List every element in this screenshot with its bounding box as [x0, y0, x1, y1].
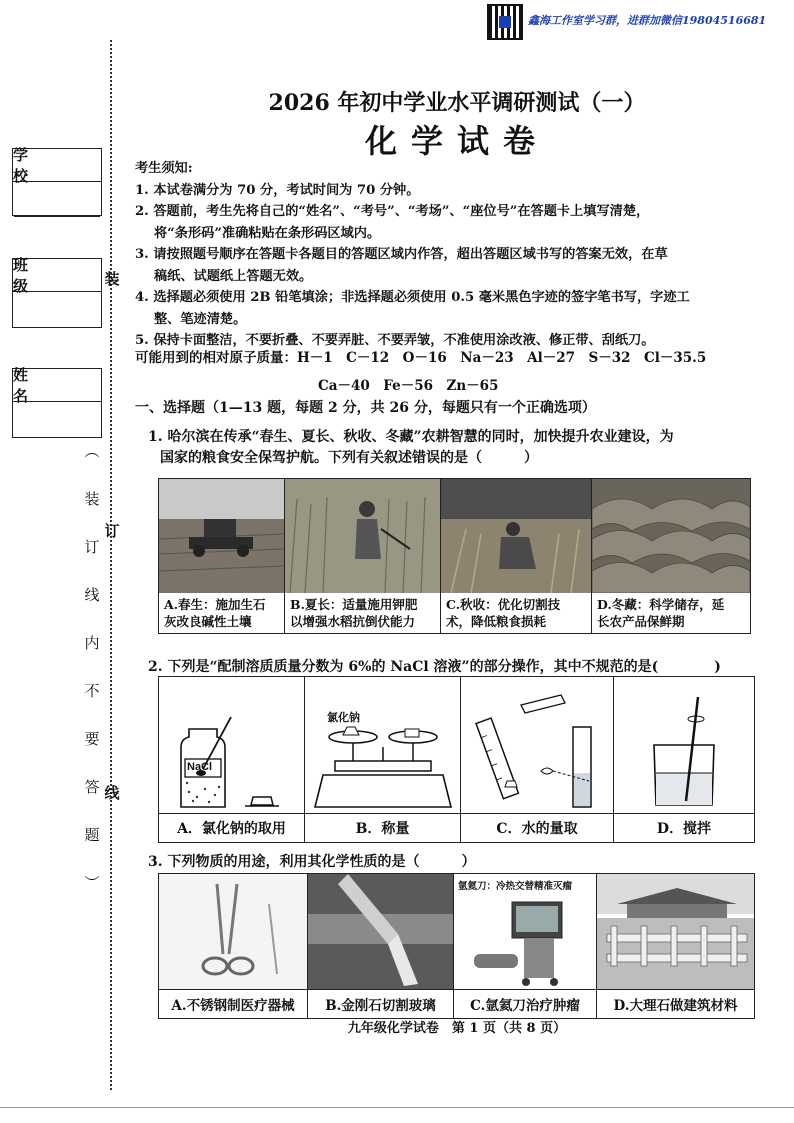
q1-stem-line1: 1. 哈尔滨在传承“春生、夏长、秋收、冬藏”农耕智慧的同时，加快提升农业建设，为	[148, 429, 674, 445]
rice-spraying-photo	[285, 479, 440, 593]
q1-b-line1: B.夏长：适量施用钾肥	[290, 597, 418, 612]
no-answer-char: 答	[84, 778, 100, 796]
notice-item: 1. 本试卷满分为 70 分，考试时间为 70 分钟。	[135, 182, 420, 198]
q1-option-b-caption	[285, 593, 440, 633]
q2-option-c[interactable]	[461, 677, 614, 843]
q3-option-a-caption: A.不锈钢制医疗器械	[159, 989, 307, 1018]
notice-heading: 考生须知:	[135, 161, 193, 176]
q3-option-a[interactable]	[159, 874, 308, 1019]
q3-stem: 3. 下列物质的用途，利用其化学性质的是（ ）	[148, 854, 476, 870]
q1-option-c-caption	[441, 593, 591, 633]
qr-code-icon	[487, 4, 523, 40]
class-box	[12, 258, 102, 328]
page-footer: 九年级化学试卷 第 1 页（共 8 页）	[347, 1021, 567, 1036]
name-box	[12, 368, 102, 438]
marble-railing-photo	[597, 874, 754, 989]
q1-b-line2: 以增强水稻抗倒伏能力	[290, 614, 416, 629]
argon-helium-knife-photo	[454, 874, 596, 989]
q1-option-b[interactable]	[285, 479, 441, 634]
no-answer-char: 要	[84, 730, 100, 748]
q1-option-a[interactable]	[159, 479, 285, 634]
q1-stem-line2: 国家的粮食安全保驾护航。下列有关叙述错误的是（ ）	[160, 450, 538, 466]
exam-title: 2026 年初中学业水平调研测试（一）	[268, 90, 646, 116]
q2-option-d[interactable]	[614, 677, 755, 843]
q2-option-b-caption: B．称量	[305, 813, 460, 842]
notice-item: 2. 答题前，考生先将自己的“姓名”、“考号”、“考场”、“座位号”在答题卡上填写清楚，	[135, 204, 650, 219]
forceps-photo	[159, 874, 307, 989]
notice-item: 将“条形码”准确粘贴在条形码区域内。	[154, 225, 381, 241]
q2-option-a-caption: A．氯化钠的取用	[159, 813, 304, 842]
school-box	[12, 148, 102, 216]
q2-options-table	[158, 676, 755, 843]
no-answer-char: 线	[84, 586, 100, 604]
argon-knife-label: 氩氦刀：冷热交替精准灭瘤	[458, 881, 573, 892]
notice-item: 4. 选择题必须使用 2B 铅笔填涂；非选择题必须使用 0.5 毫米黑色字迹的签字笔书写，字迹工	[135, 290, 690, 305]
q2-option-c-caption: C．水的量取	[461, 813, 613, 842]
q1-option-d[interactable]	[592, 479, 751, 634]
school-input-line[interactable]	[14, 216, 100, 217]
q1-c-line2: 术，降低粮食损耗	[446, 614, 547, 629]
q3-option-b-caption: B.金刚石切割玻璃	[308, 989, 453, 1018]
harvest-photo	[441, 479, 591, 593]
balance-label: 氯化钠	[327, 711, 360, 724]
q3-option-b[interactable]	[308, 874, 454, 1019]
q1-option-a-caption	[159, 593, 284, 633]
tractor-field-photo	[159, 479, 284, 593]
q1-c-line1: C.秋收：优化切割技	[446, 597, 561, 612]
class-label: 班 级	[13, 256, 47, 295]
notice-item: 整、笔迹清楚。	[154, 311, 247, 327]
q3-option-c-caption: C.氩氦刀治疗肿瘤	[454, 989, 596, 1018]
notice-item: 5. 保持卡面整洁，不要折叠、不要弄脏、不要弄皱，不准使用涂改液、修正带、刮纸刀。	[135, 333, 655, 348]
name-label: 姓 名	[13, 366, 47, 405]
no-answer-char: ︶	[84, 874, 100, 892]
notice-item: 3. 请按照题号顺序在答题卡各题目的答题区域内作答，超出答题区域书写的答案无效，在草	[135, 247, 668, 262]
notice-item: 稿纸、试题纸上答题无效。	[154, 268, 313, 284]
q1-d-line1: D.冬藏：科学储存，延	[597, 597, 725, 612]
q1-option-d-caption	[592, 593, 750, 633]
q1-options-table	[158, 478, 751, 634]
stirring-beaker-diagram	[614, 677, 754, 813]
q3-options-table	[158, 873, 755, 1019]
xian-mark: 线	[104, 784, 120, 802]
q3-option-d[interactable]	[597, 874, 755, 1019]
subject-title: 化学试卷	[364, 122, 549, 160]
no-answer-column	[80, 440, 104, 902]
exam-notice	[135, 158, 755, 352]
cylinder-diagram	[461, 677, 613, 813]
section-heading: 一、选择题（1—13 题，每题 2 分，共 26 分，每题只有一个正确选项）	[135, 400, 596, 416]
q2-stem: 2. 下列是“配制溶质质量分数为 6%的 NaCl 溶液”的部分操作，其中不规范的是( )	[148, 659, 721, 675]
no-answer-char: 题	[84, 826, 100, 844]
atomic-masses-line2: Ca－40 Fe－56 Zn－65	[318, 378, 499, 394]
q1-option-c[interactable]	[441, 479, 592, 634]
q3-option-c[interactable]	[454, 874, 597, 1019]
no-answer-char: ︵	[84, 442, 100, 460]
nacl-jar-diagram	[159, 677, 304, 813]
balance-diagram	[305, 677, 460, 813]
no-answer-char: 装	[84, 490, 100, 508]
no-answer-char: 内	[84, 634, 100, 652]
q1-d-line2: 长农产品保鲜期	[597, 614, 685, 629]
header-note: 鑫海工作室学习群，进群加微信19804516681	[528, 14, 767, 27]
q1-a-line1: A.春生：施加生石	[164, 597, 266, 612]
q2-option-d-caption: D．搅拌	[614, 813, 754, 842]
school-label: 学 校	[13, 146, 47, 185]
zhuang-mark: 装	[104, 270, 120, 288]
corn-storage-photo	[592, 479, 750, 593]
no-answer-char: 不	[84, 682, 100, 700]
q1-a-line2: 灰改良碱性土壤	[164, 614, 252, 629]
nacl-label: NaCl	[187, 761, 213, 773]
ding-mark: 订	[104, 522, 120, 540]
glass-cutting-photo	[308, 874, 453, 989]
q3-option-d-caption: D.大理石做建筑材料	[597, 989, 754, 1018]
no-answer-char: 订	[84, 538, 100, 556]
q2-option-a[interactable]	[159, 677, 305, 843]
q2-option-b[interactable]	[305, 677, 461, 843]
binding-dotted-line	[110, 40, 112, 1090]
bottom-divider	[0, 1107, 794, 1108]
atomic-masses-line1: 可能用到的相对原子质量：H－1 C－12 O－16 Na－23 Al－27 S－32 Cl－35.5	[135, 350, 707, 366]
